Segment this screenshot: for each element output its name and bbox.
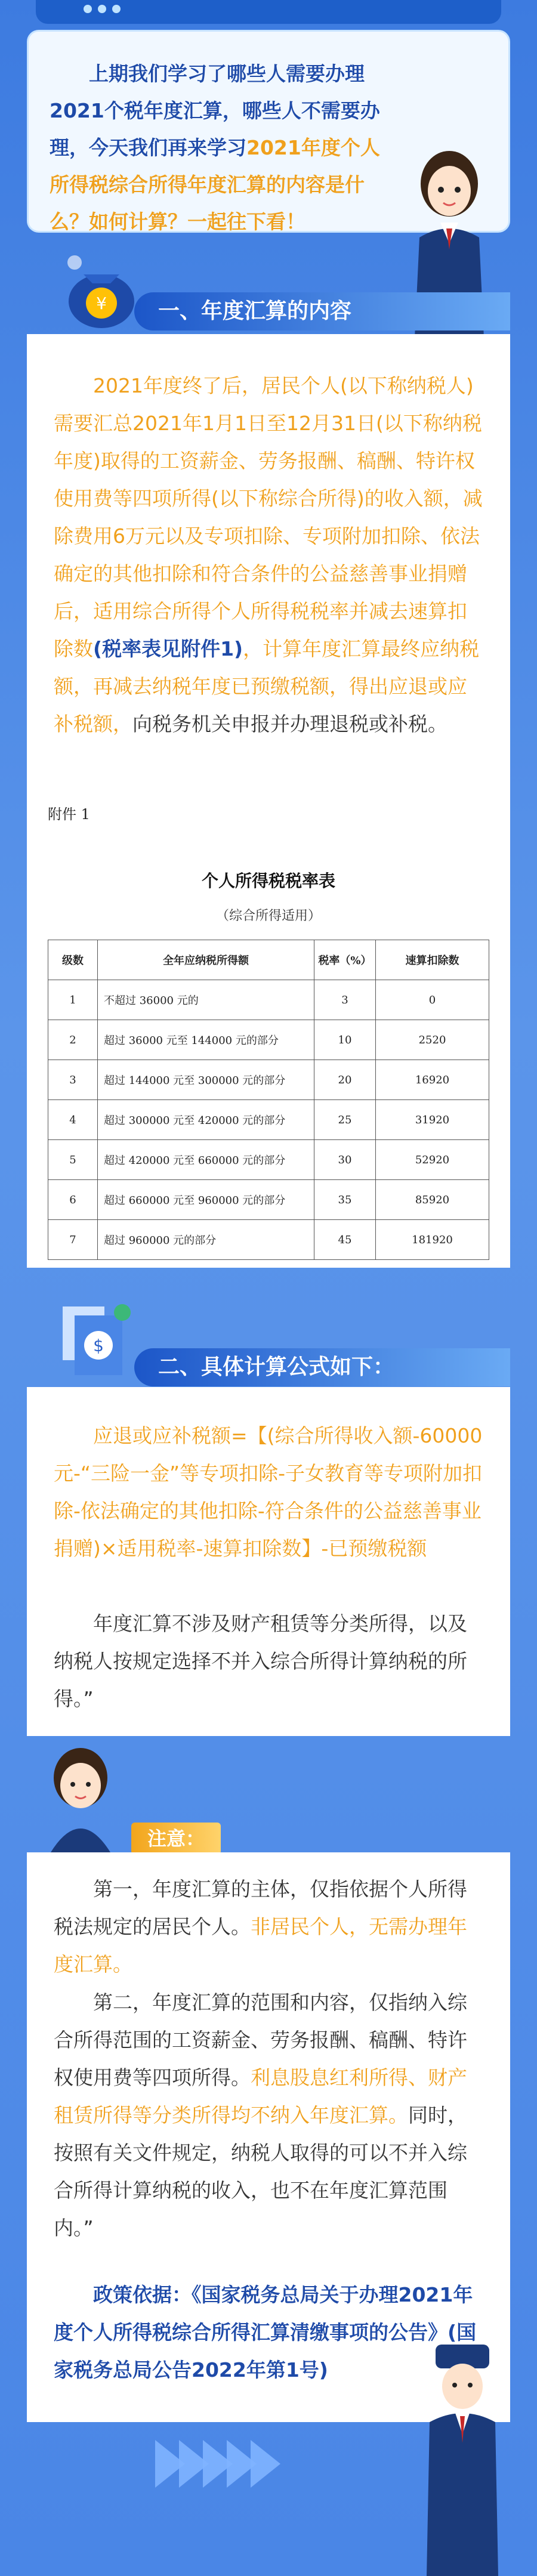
table-row	[48, 1060, 489, 1100]
table-row	[48, 1140, 489, 1180]
table-cell: 3	[48, 1060, 98, 1100]
table-cell: 16920	[376, 1060, 489, 1100]
table-cell: 10	[314, 1020, 376, 1060]
table-row	[48, 1020, 489, 1060]
table-cell: 20	[314, 1060, 376, 1100]
table-cell: 超过 660000 元至 960000 元的部分	[98, 1180, 314, 1220]
table-cell: 4	[48, 1100, 98, 1140]
male-officer-illustration	[418, 2339, 507, 2576]
header-cell: 级数	[48, 940, 98, 980]
documents-coin-icon	[57, 1295, 140, 1390]
table-row	[48, 980, 489, 1020]
table-cell: 181920	[376, 1220, 489, 1260]
table-row	[48, 1220, 489, 1260]
table-cell: 超过 36000 元至 144000 元的部分	[98, 1020, 314, 1060]
section2-title: 二、具体计算公式如下：	[134, 1348, 510, 1386]
section1-title: 一、年度汇算的内容	[134, 292, 510, 331]
svg-text:¥: ¥	[96, 294, 107, 313]
table-cell: 35	[314, 1180, 376, 1220]
table-cell: 1	[48, 980, 98, 1020]
table-title: 个人所得税税率表	[201, 871, 335, 891]
table-cell: 5	[48, 1140, 98, 1180]
section1-text: 2021年度终了后，居民个人(以下称纳税人)需要汇总2021年1月1日至12月31日(以下称纳税年度)取得的工资薪金、劳务报酬、稿酬、特许权使用费等四项所得(以下称综合所得)的收入额，减除费用6万元以及专项扣除、专项附加扣除、依法确定的其他扣除和符合条件的公益慈善事业捐赠后，适用综合所得个人所得税税率并减去速算扣除数(税率表见附件1)，计算年度汇算最终应纳税额，再减去纳税年度已预缴税额，得出应退或应补税额，向税务机关申报并办理退税或补税。	[54, 374, 483, 736]
tax-rate-table	[48, 940, 489, 1260]
appendix-label: 附件 1	[48, 806, 90, 823]
notice-title: 注意：	[131, 1823, 221, 1855]
table-cell: 2520	[376, 1020, 489, 1060]
table-cell: 6	[48, 1180, 98, 1220]
top-banner	[36, 0, 501, 24]
table-cell: 3	[314, 980, 376, 1020]
intro-text: 上期我们学习了哪些人需要办理2021个税年度汇算，哪些人不需要办理，今天我们再来学习2021年度个人所得税综合所得年度汇算的内容是什么？如何计算？一起往下看！	[50, 62, 380, 233]
notice-point-2: 第二，年度汇算的范围和内容，仅指纳入综合所得范围的工资薪金、劳务报酬、稿酬、特许权使用费等四项所得。利息股息红利所得、财产租赁所得等分类所得均不纳入年度汇算。同时，按照有关文件规定，纳税人取得的可以不并入综合所得计算纳税的收入，也不在年度汇算范围内。”	[54, 1991, 467, 2240]
table-header-row	[48, 940, 489, 980]
table-cell: 30	[314, 1140, 376, 1180]
table-cell: 超过 300000 元至 420000 元的部分	[98, 1100, 314, 1140]
decor-arrows	[155, 2440, 274, 2488]
table-cell: 超过 960000 元的部分	[98, 1220, 314, 1260]
header-cell: 速算扣除数	[376, 940, 489, 980]
table-cell: 45	[314, 1220, 376, 1260]
table-cell: 7	[48, 1220, 98, 1260]
female-officer-illustration	[390, 148, 509, 363]
female-officer-avatar	[36, 1745, 125, 1852]
table-cell: 0	[376, 980, 489, 1020]
intro-card	[27, 30, 510, 233]
table-row	[48, 1180, 489, 1220]
table-cell: 超过 144000 元至 300000 元的部分	[98, 1060, 314, 1100]
table-row	[48, 1100, 489, 1140]
table-cell: 31920	[376, 1100, 489, 1140]
table-cell: 不超过 36000 元的	[98, 980, 314, 1020]
notice-point-1: 第一，年度汇算的主体，仅指依据个人所得税法规定的居民个人。非居民个人，无需办理年度汇算。	[54, 1877, 467, 1976]
table-cell: 超过 420000 元至 660000 元的部分	[98, 1140, 314, 1180]
table-subtitle: （综合所得适用）	[215, 909, 321, 923]
svg-text:$: $	[93, 1336, 104, 1355]
header-cell: 税率（%）	[314, 940, 376, 980]
table-cell: 2	[48, 1020, 98, 1060]
header-cell: 全年应纳税所得额	[98, 940, 314, 980]
decor-dots	[84, 5, 121, 13]
policy-basis: 政策依据：《国家税务总局关于办理2021年度个人所得税综合所得汇算清缴事项的公告》(国家税务总局公告2022年第1号)	[54, 2283, 477, 2382]
table-cell: 85920	[376, 1180, 489, 1220]
table-cell: 25	[314, 1100, 376, 1140]
table-cell: 52920	[376, 1140, 489, 1180]
money-bag-icon	[57, 251, 146, 334]
formula-text: 应退或应补税额=【(综合所得收入额-60000元-“三险一金”等专项扣除-子女教育等专项附加扣除-依法确定的其他扣除-符合条件的公益慈善事业捐赠)×适用税率-速算扣除数】-已预缴税额	[54, 1424, 483, 1560]
section2-note: 年度汇算不涉及财产租赁等分类所得，以及纳税人按规定选择不并入综合所得计算纳税的所得。”	[54, 1612, 467, 1710]
